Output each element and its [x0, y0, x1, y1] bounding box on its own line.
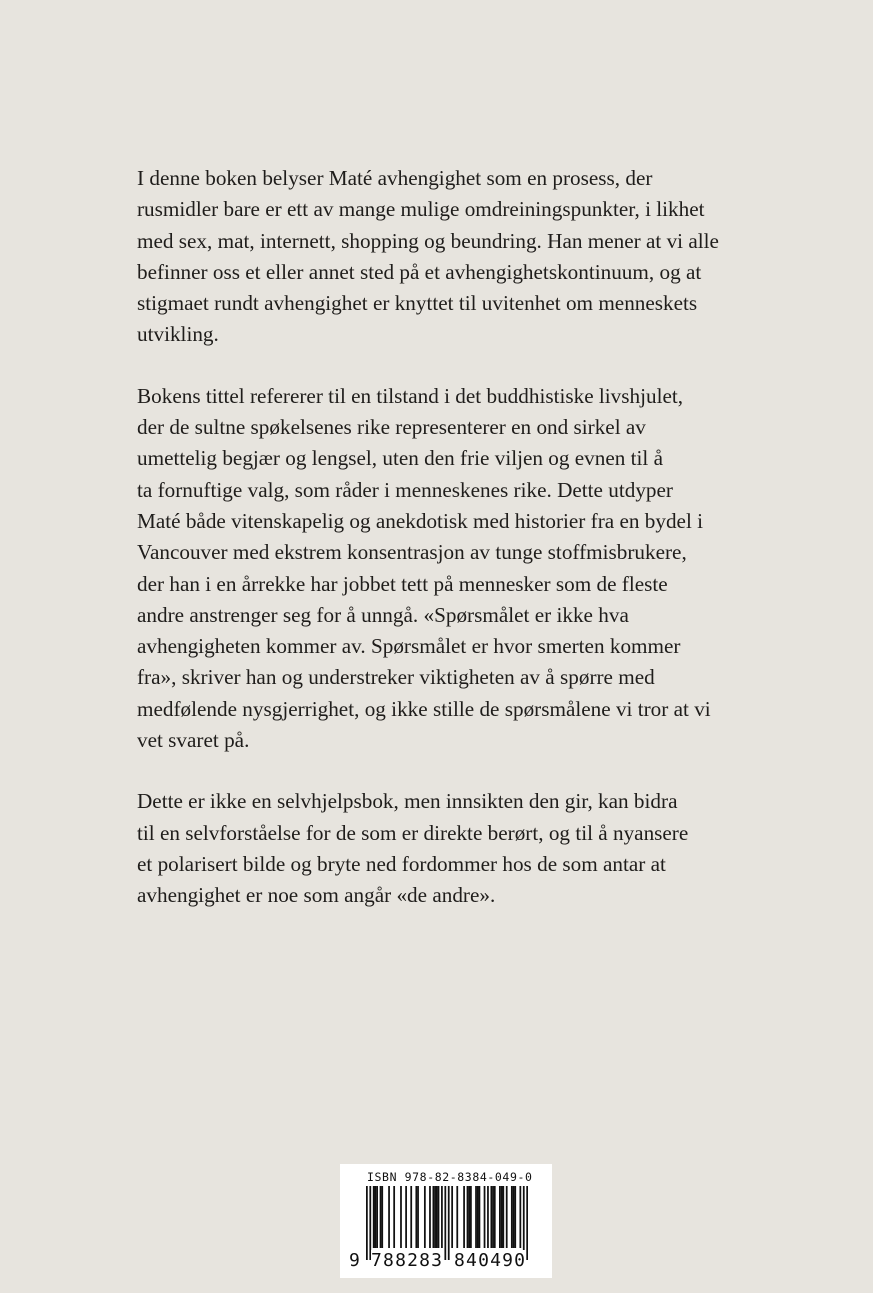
text-line: fra», skriver han og understreker viktigheten av å spørre med	[137, 665, 655, 690]
ean-right-group: 840490	[454, 1250, 527, 1271]
barcode-bar	[479, 1186, 481, 1248]
barcode-bar	[393, 1186, 395, 1248]
barcode-bar	[405, 1186, 407, 1248]
ean-first-digit: 9	[349, 1250, 360, 1271]
text-line: umettelig begjær og lengsel, uten den frie viljen og evnen til å	[137, 446, 664, 471]
barcode-bar	[456, 1186, 458, 1248]
text-line: utvikling.	[137, 322, 219, 347]
barcode-bar	[451, 1186, 453, 1248]
text-line: Bokens tittel refererer til en tilstand i det buddhistiske livshjulet,	[137, 383, 684, 408]
isbn-barcode	[340, 1164, 552, 1278]
barcode-bar	[424, 1186, 426, 1248]
barcode-bar	[470, 1186, 472, 1248]
barcode-bar	[376, 1186, 378, 1248]
barcode-bar	[519, 1186, 521, 1248]
barcode-bar	[499, 1186, 501, 1248]
barcode-bar	[511, 1186, 513, 1248]
text-line: medfølende nysgjerrighet, og ikke stille de spørsmålene vi tror at vi	[137, 696, 711, 721]
barcode-bar	[484, 1186, 486, 1248]
barcode-bar	[415, 1186, 417, 1248]
text-line: Vancouver med ekstrem konsentrasjon av tunge stoffmisbrukere,	[137, 540, 687, 565]
barcode-bar	[526, 1186, 528, 1260]
text-line: der han i en årrekke har jobbet tett på mennesker som de fleste	[137, 571, 668, 596]
barcode-bar	[502, 1186, 504, 1248]
barcode-bar	[463, 1186, 465, 1248]
barcode-bar	[433, 1186, 435, 1248]
text-line: der de sultne spøkelsenes rike representerer en ond sirkel av	[137, 415, 646, 440]
isbn-label: ISBN 978-82-8384-049-0	[367, 1170, 533, 1184]
text-line: til en selvforståelse for de som er direkte berørt, og til å nyansere	[137, 820, 689, 845]
text-line: rusmidler bare er ett av mange mulige omdreiningspunkter, i likhet	[137, 197, 705, 222]
barcode-bar	[475, 1186, 477, 1248]
barcode-bar	[494, 1186, 496, 1248]
barcode-bar	[444, 1186, 446, 1260]
barcode-bar	[468, 1186, 470, 1248]
barcode-bar	[417, 1186, 419, 1248]
text-line: et polarisert bilde og bryte ned fordommer hos de som antar at	[137, 851, 666, 876]
barcode-bar	[381, 1186, 383, 1248]
text-line: Maté både vitenskapelig og anekdotisk med historier fra en bydel i	[137, 508, 704, 533]
text-line: avhengigheten kommer av. Spørsmålet er hvor smerten kommer	[137, 634, 681, 659]
text-line: vet svaret på.	[137, 728, 250, 753]
barcode-bar	[373, 1186, 375, 1248]
barcode-bar	[501, 1186, 503, 1248]
barcode-bar	[514, 1186, 516, 1248]
text-line: I denne boken belyser Maté avhengighet som en prosess, der	[137, 166, 653, 190]
text-line: stigmaet rundt avhengighet er knyttet til uvitenhet om menneskets	[137, 291, 698, 316]
text-line: andre anstrenger seg for å unngå. «Spørsmålet er ikke hva	[137, 602, 629, 627]
ean-left-group: 788283	[371, 1250, 444, 1271]
barcode-bar	[366, 1186, 368, 1260]
barcode-bar	[490, 1186, 492, 1248]
barcode-bar	[438, 1186, 440, 1248]
paragraph-1	[137, 163, 787, 351]
barcode-bar	[523, 1186, 525, 1260]
barcode-bar	[487, 1186, 489, 1248]
text-line: avhengighet er noe som angår «de andre».	[137, 883, 496, 908]
text-line: befinner oss et eller annet sted på et avhengighetskontinuum, og at	[137, 259, 702, 284]
barcode-bar	[400, 1186, 402, 1248]
barcode-bar	[506, 1186, 508, 1248]
paragraph-2	[137, 381, 787, 757]
text-line: Dette er ikke en selvhjelpsbok, men innsikten den gir, kan bidra	[137, 789, 678, 814]
text-line: ta fornuftige valg, som råder i menneskenes rike. Dette utdyper	[137, 477, 673, 502]
text-line: med sex, mat, internett, shopping og beundring. Han mener at vi alle	[137, 228, 719, 253]
paragraph-3	[137, 786, 787, 911]
barcode-bar	[380, 1186, 382, 1248]
barcode-bar	[410, 1186, 412, 1248]
barcode-bar	[448, 1186, 450, 1260]
barcode-bar	[375, 1186, 377, 1248]
barcode-bar	[434, 1186, 436, 1248]
barcode-bar	[441, 1186, 443, 1248]
barcode-bar	[436, 1186, 438, 1248]
barcode-bar	[477, 1186, 479, 1248]
barcode-bar	[492, 1186, 494, 1248]
barcode-bar	[388, 1186, 390, 1248]
back-cover-text	[137, 163, 787, 942]
barcode-bar	[467, 1186, 469, 1248]
barcode-bar	[369, 1186, 371, 1260]
barcode-bar	[429, 1186, 431, 1248]
barcode-bar	[513, 1186, 515, 1248]
